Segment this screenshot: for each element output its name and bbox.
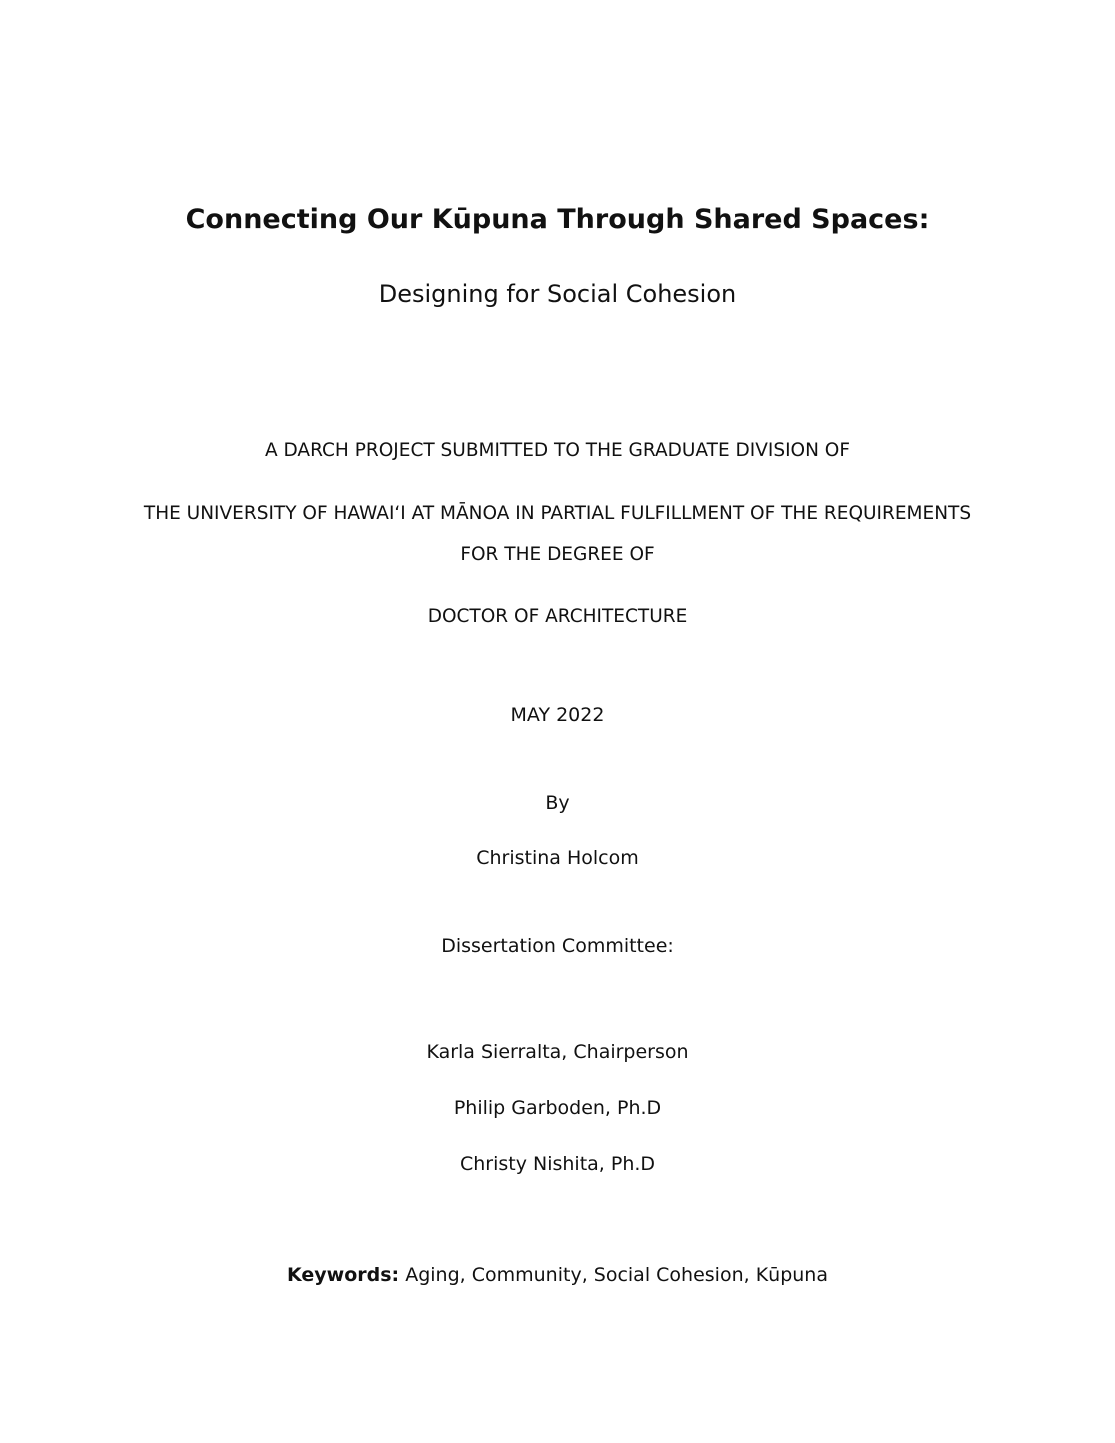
degree-name: DOCTOR OF ARCHITECTURE <box>427 606 688 627</box>
document-subtitle: Designing for Social Cohesion <box>378 280 737 308</box>
committee-heading: Dissertation Committee: <box>441 935 674 957</box>
submission-line-2: THE UNIVERSITY OF HAWAIʻI AT MĀNOA IN PARTIAL FULFILLMENT OF THE REQUIREMENTS <box>143 503 972 524</box>
by-label: By <box>545 792 570 814</box>
keywords-value: Aging, Community, Social Cohesion, Kūpuna <box>399 1264 828 1286</box>
keywords-line <box>0 1263 1115 1287</box>
committee-member: Philip Garboden, Ph.D <box>453 1097 662 1119</box>
keywords-label: Keywords: <box>287 1264 400 1286</box>
committee-member: Karla Sierralta, Chairperson <box>426 1041 689 1063</box>
submission-date: MAY 2022 <box>510 704 605 726</box>
committee-member: Christy Nishita, Ph.D <box>459 1153 656 1175</box>
author-name: Christina Holcom <box>476 847 639 869</box>
submission-line-3: FOR THE DEGREE OF <box>460 544 655 565</box>
submission-line-1: A DARCH PROJECT SUBMITTED TO THE GRADUATE DIVISION OF <box>264 440 851 461</box>
document-title: Connecting Our Kūpuna Through Shared Spaces: <box>185 204 930 235</box>
